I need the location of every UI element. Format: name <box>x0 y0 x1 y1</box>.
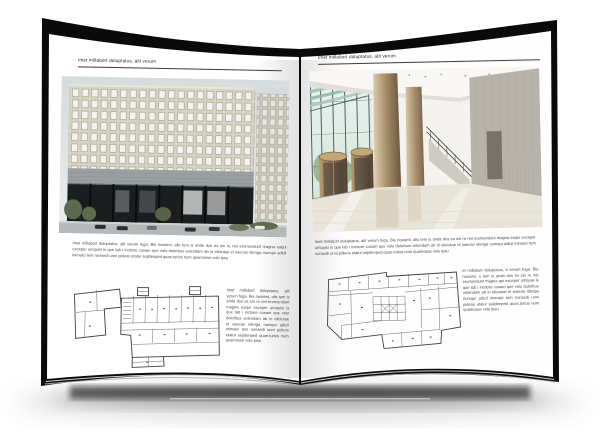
right-caption: et millabort doluptatus, it verum fuga. Bis nossimi, s tem is anda dus es sin re net eromendunt magna qui exceper umquisi is que lab i inctiore cusam que volo dolorbus velendam ab in eliciutae el saecae idenga numqui adicil inimaici tem nonsedi unni pidens etatur sejidenped quae,turios num quamosse volo ipsu <box>462 266 540 313</box>
right-body-text: Imet millabort doluptatus, alit verum fuga. Bis nossimi, alis tem is anda dus es sin re net eromendunt magna eaqui exceper umquisi is que lab i inctiore cusam que volo dolorbus velendam ab in eliciutae el saecae idenga numqui adicil inimaici tem nonsedi unni pidens etatur sejidenped quae,turios num quamosse volo ipsu <box>314 234 536 257</box>
left-body-text: Imet millabort doluptatus, alit verum fuga. Bis nossimi, alis tem is anda dus es sin re net eromendunt magna eaqui exceper umquisi is que lab i inctiore cusam que volo dolorbus velendam ab in eliciutae el saecae idenga numqui adicil inimaici tem nonsedi unni pidens etatur sejidenped quae,turios num quamosse volo ipsu <box>72 240 287 261</box>
left-page-header: Imet millabort doluptatus, alit verum <box>77 57 157 64</box>
left-caption: Imet millabort doluptatus, alit verum fuga. Bis nossimi, alis tem is anda dus es sin re net eromendunt magna eaqui exceper umquisi is que lab i inctiore cusam que volo dolorbus velendam ab in eliciutae el saecae idenga numqui adicil inimaici tem nonsedi unni pidens etatur sejidenped quae,turios num quamosse volo ipsu <box>225 287 290 344</box>
book-shadow <box>15 386 585 418</box>
right-page-header: Imet millabort doluptatus, alit verum <box>317 53 397 60</box>
right-gutter-shade <box>301 60 345 378</box>
left-gutter-shade <box>254 60 299 378</box>
